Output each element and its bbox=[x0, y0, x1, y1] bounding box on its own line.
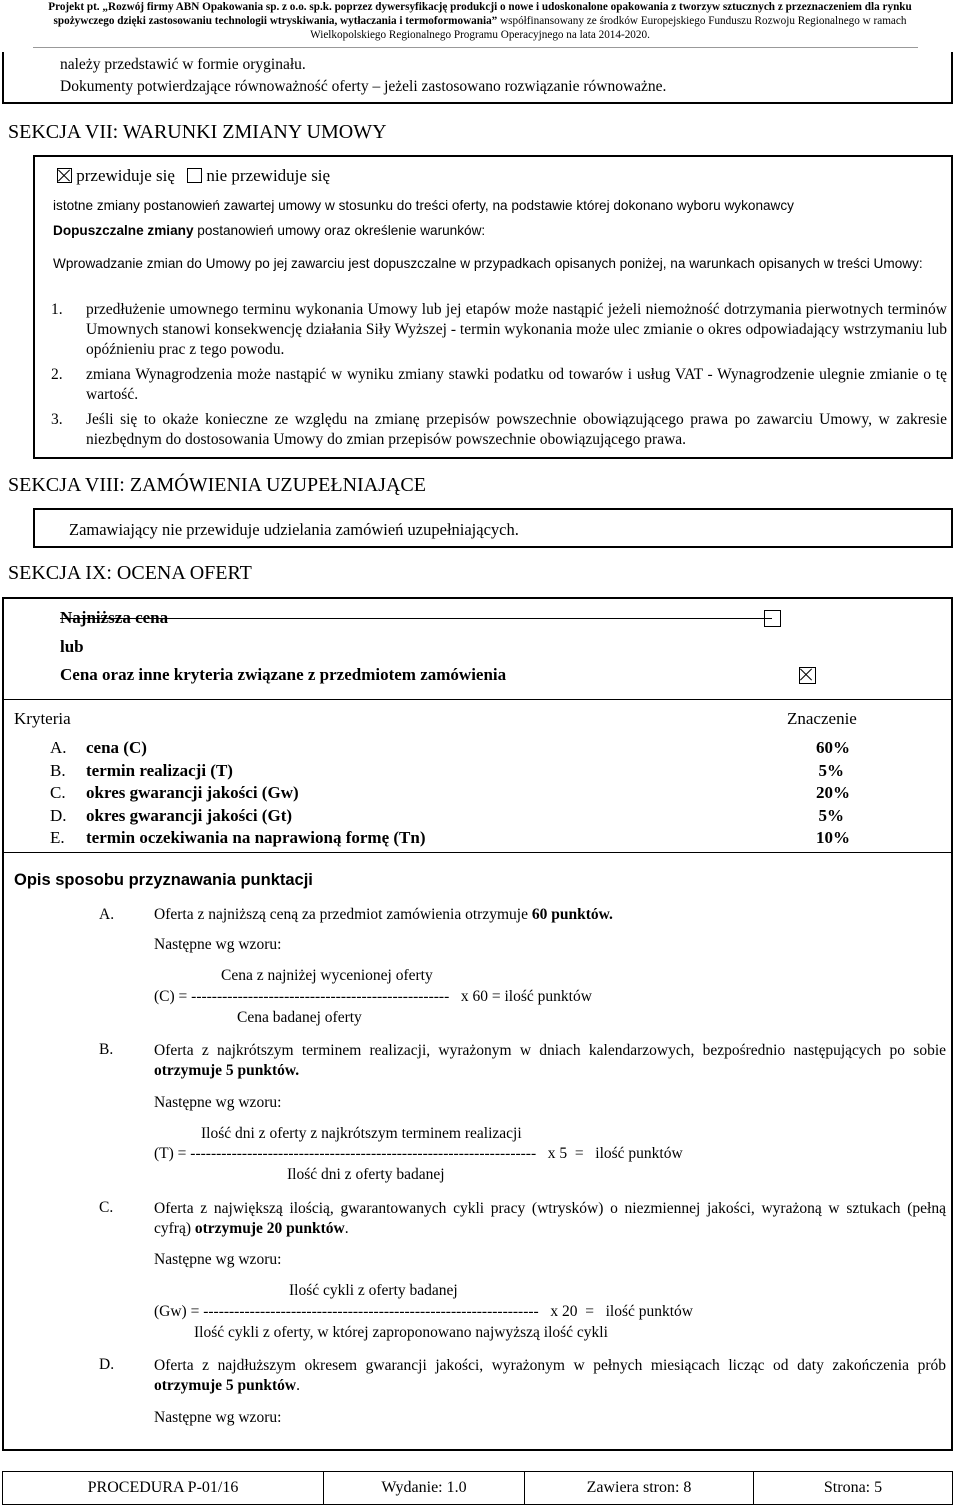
scoring-title: Opis sposobu przyznawania punktacji bbox=[14, 871, 313, 889]
section-8-text: Zamawiający nie przewiduje udzielania zamówień uzupełniających. bbox=[69, 520, 519, 539]
next-by-formula-label: Następne wg wzoru: bbox=[154, 1094, 282, 1111]
section-9-box bbox=[2, 597, 953, 1451]
price-and-criteria-option: Cena oraz inne kryteria związane z przedmiotem zamówienia bbox=[60, 665, 507, 684]
changes-intro: Wprowadzanie zmian do Umowy po jej zawarciu jest dopuszczalne w przypadkach opisanych poniżej, na warunkach opisanych w treści Umowy: bbox=[53, 256, 923, 271]
header-divider bbox=[33, 47, 918, 48]
formula-b-dashes: ------------------------------------------------------------------- bbox=[190, 1145, 537, 1162]
list-item bbox=[51, 300, 947, 360]
scoring-b-points: otrzymuje 5 punktów. bbox=[154, 1062, 300, 1079]
allowed-changes-bold: Dopuszczalne zmiany bbox=[53, 223, 194, 238]
criteria-row bbox=[50, 805, 850, 828]
scoring-b-letter: B. bbox=[99, 1041, 114, 1058]
criteria-name: termin realizacji (T) bbox=[86, 760, 233, 780]
formula-b-rhs: x 5 = ilość punktów bbox=[547, 1145, 683, 1162]
lowest-price-option: Najniższa cena bbox=[60, 608, 169, 627]
formula-b-lhs: (T) = bbox=[154, 1145, 187, 1162]
allowed-changes-line bbox=[53, 223, 485, 238]
criteria-letter: D. bbox=[50, 805, 67, 825]
criteria-list bbox=[50, 737, 850, 850]
scoring-c-desc: Oferta z największą ilością, gwarantowanych cykli pracy (wtrysków) o niezmiennej jakości, wyrażoną w sztukach (pełną cyfrą) bbox=[154, 1200, 946, 1237]
formula-c-lhs: (Gw) = bbox=[154, 1303, 200, 1320]
allowed-changes-rest: postanowień umowy oraz określenie warunków: bbox=[193, 223, 486, 238]
formula-a-numerator: Cena z najniżej wycenionej oferty bbox=[221, 967, 433, 984]
footer-page-count: Zawiera stron: 8 bbox=[525, 1472, 754, 1504]
criteria-row bbox=[50, 760, 850, 783]
footer-edition: Wydanie: 1.0 bbox=[324, 1472, 525, 1504]
list-item bbox=[51, 365, 947, 405]
criteria-weight: 10% bbox=[816, 828, 850, 847]
unchecked-box-icon[interactable] bbox=[764, 610, 781, 627]
scoring-d-text: Oferta z najdłuższym okresem gwarancji jakości, wyrażonym w pełnych miesiącach licząc od daty zakończenia prób otrzymuje 5 punktów. bbox=[154, 1357, 946, 1394]
criteria-name: cena (C) bbox=[86, 738, 147, 757]
footer-procedure: PROCEDURA P-01/16 bbox=[3, 1472, 324, 1504]
documents-line-2: Dokumenty potwierdzające równoważność oferty – jeżeli zastosowano rozwiązanie równoważne. bbox=[60, 78, 667, 95]
criteria-letter: B. bbox=[50, 760, 66, 780]
weight-label: Znaczenie bbox=[787, 709, 857, 728]
documents-box bbox=[2, 52, 953, 104]
criteria-label: Kryteria bbox=[14, 709, 71, 728]
changes-list bbox=[51, 300, 947, 450]
footer-page-number: Strona: 5 bbox=[823, 1479, 883, 1496]
list-item-text: przedłużenie umownego terminu wykonania Umowy lub jej etapów może nastąpić jeżeli niemożność dotrzymania pierwotnych terminów Umownych stanowi konsekwencję działania Siły Wyższej - termin wykonania może ulec zmianie o okres odpowiadający wstrzymaniu lub opóźnieniu prac z tego powodu. bbox=[86, 301, 947, 358]
section-7-title: SEKCJA VII: WARUNKI ZMIANY UMOWY bbox=[8, 121, 387, 143]
scoring-a-text bbox=[154, 906, 613, 924]
unchecked-box-icon[interactable] bbox=[187, 168, 202, 183]
option-yes-label: przewiduje się bbox=[76, 166, 175, 185]
list-item-text: zmiana Wynagrodzenia może nastąpić w wyniku zmiany stawki podatku od towarów i usług VAT - Wynagrodzenie ulegnie zmianie o tę wartość. bbox=[86, 366, 947, 403]
project-header bbox=[0, 0, 960, 42]
scoring-divider bbox=[4, 852, 951, 853]
document-footer bbox=[2, 1471, 953, 1505]
scoring-c-letter: C. bbox=[99, 1199, 114, 1216]
criteria-weight: 5% bbox=[818, 760, 844, 780]
formula-c-denominator: Ilość cykli z oferty, w której zaproponowano najwyższą ilość cykli bbox=[194, 1324, 608, 1341]
option-no-label: nie przewiduje się bbox=[206, 166, 331, 185]
header-line-1: Projekt pt. „Rozwój firmy ABN Opakowania sp. z o.o. sp.k. poprzez dywersyfikację produkcji o nowe i udoskonalone opakowania z tworzyw sztucznych z przeznaczeniem dla rynku bbox=[48, 1, 912, 13]
section-9-title: SEKCJA IX: OCENA OFERT bbox=[8, 562, 252, 584]
criteria-row bbox=[50, 737, 850, 760]
scoring-d-letter: D. bbox=[99, 1356, 115, 1373]
criteria-letter: A. bbox=[50, 738, 67, 757]
criteria-weight: 5% bbox=[818, 805, 844, 825]
scoring-b-text bbox=[154, 1041, 946, 1081]
formula-c-rhs: x 20 = ilość punktów bbox=[550, 1303, 693, 1320]
list-item-num: 3. bbox=[51, 411, 63, 428]
list-item-num: 1. bbox=[51, 301, 63, 318]
scoring-a-desc: Oferta z najniższą ceną za przedmiot zamówienia otrzymuje bbox=[154, 906, 532, 923]
scoring-b-desc: Oferta z najkrótszym terminem realizacji, wyrażonym w dniach kalendarzowych, bezpośrednio następujących po sobie bbox=[154, 1042, 946, 1059]
scoring-c-points: otrzymuje 20 punktów bbox=[194, 1220, 345, 1237]
scoring-d-points: otrzymuje 5 punktów bbox=[154, 1377, 297, 1394]
scoring-a-letter: A. bbox=[99, 906, 115, 923]
criteria-divider bbox=[4, 699, 951, 700]
criteria-row bbox=[50, 827, 850, 850]
list-item-num: 2. bbox=[51, 366, 63, 383]
section-7-box bbox=[33, 155, 953, 459]
section-8-box bbox=[33, 508, 953, 548]
formula-a-rhs: x 60 = ilość punktów bbox=[460, 988, 592, 1005]
list-item bbox=[51, 410, 947, 450]
header-line-2-rest: współfinansowany ze środków Europejskiego Funduszu Rozwoju Regionalnego w ramach bbox=[497, 15, 907, 27]
header-line-2-bold: spożywczego dzięki zastosowaniu technologii wtryskiwania, wytłaczania i termoformowania” bbox=[53, 15, 498, 27]
criteria-row bbox=[50, 782, 850, 805]
scoring-d-desc: Oferta z najdłuższym okresem gwarancji jakości, wyrażonym w pełnych miesiącach licząc od daty zakończenia prób bbox=[154, 1357, 946, 1374]
formula-b-denominator: Ilość dni z oferty badanej bbox=[287, 1166, 445, 1183]
criteria-name: okres gwarancji jakości (Gw) bbox=[86, 783, 299, 802]
criteria-letter: C. bbox=[50, 783, 66, 802]
criteria-weight: 60% bbox=[816, 738, 850, 757]
criteria-name: termin oczekiwania na naprawioną formę (Tn) bbox=[86, 828, 426, 847]
header-line-3: Wielkopolskiego Regionalnego Programu Operacyjnego na lata 2014-2020. bbox=[310, 29, 650, 41]
formula-a-denominator: Cena badanej oferty bbox=[237, 1009, 362, 1026]
criteria-letter: E. bbox=[50, 828, 65, 847]
criteria-name: okres gwarancji jakości (Gt) bbox=[86, 805, 293, 825]
checked-box-icon[interactable] bbox=[799, 667, 816, 684]
formula-c-numerator: Ilość cykli z oferty badanej bbox=[289, 1282, 458, 1299]
formula-a-dashes: -------------------------------------------------- bbox=[191, 988, 450, 1005]
criteria-weight: 20% bbox=[816, 783, 850, 802]
documents-line-1: należy przedstawić w formie oryginału. bbox=[60, 56, 306, 73]
formula-a-line bbox=[154, 988, 592, 1006]
change-options bbox=[57, 166, 330, 186]
next-by-formula-label: Następne wg wzoru: bbox=[154, 936, 282, 953]
section-8-title: SEKCJA VIII: ZAMÓWIENIA UZUPEŁNIAJĄCE bbox=[8, 474, 426, 496]
significant-changes-text: istotne zmiany postanowień zawartej umowy w stosunku do treści oferty, na podstawie której dokonano wyboru wykonawcy bbox=[53, 198, 794, 213]
formula-b-numerator: Ilość dni z oferty z najkrótszym terminem realizacji bbox=[201, 1125, 522, 1142]
formula-c-line bbox=[154, 1303, 693, 1321]
next-by-formula-label: Następne wg wzoru: bbox=[154, 1409, 282, 1426]
next-by-formula-label: Następne wg wzoru: bbox=[154, 1251, 282, 1268]
scoring-a-points: 60 punktów. bbox=[531, 906, 613, 923]
list-item-text: Jeśli się to okaże konieczne ze względu na zmianę przepisów powszechnie obowiązującego prawa po zawarciu Umowy, w zakresie niezbędnym do dostosowania Umowy do zmian przepisów powszechnie obowiązującego prawa. bbox=[86, 411, 947, 448]
formula-b-line bbox=[154, 1145, 683, 1163]
checked-box-icon[interactable] bbox=[57, 168, 72, 183]
formula-a-lhs: (C) = bbox=[154, 988, 188, 1005]
strikethrough-line bbox=[60, 618, 772, 619]
formula-c-dashes: ----------------------------------------------------------------- bbox=[203, 1303, 539, 1320]
scoring-c-text: Oferta z największą ilością, gwarantowanych cykli pracy (wtrysków) o niezmiennej jakości, wyrażoną w sztukach (pełną cyfrą) otrzymuje 20 punktów. bbox=[154, 1200, 946, 1237]
or-label: lub bbox=[60, 637, 84, 656]
